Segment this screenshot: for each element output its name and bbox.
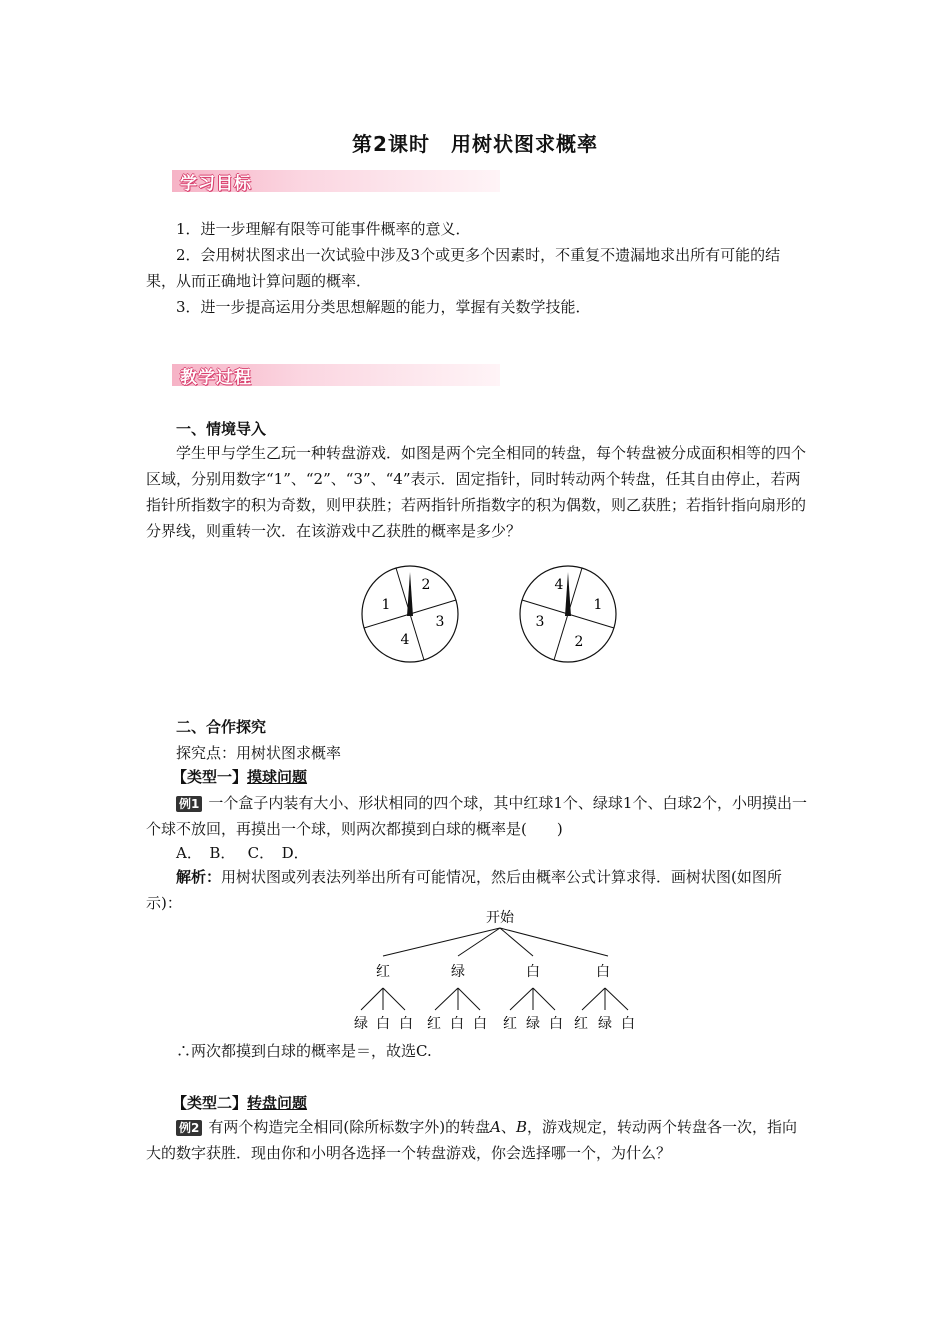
example1-options: A． B． C． D． bbox=[176, 844, 309, 862]
example2-badge: 例2 bbox=[176, 1120, 202, 1136]
type2-prefix: 【类型二】 bbox=[172, 1094, 248, 1112]
tree-l1-3: 白 bbox=[526, 964, 540, 980]
tree-l2-1-3: 白 bbox=[399, 1016, 413, 1032]
example1-text bbox=[146, 790, 810, 842]
spinner-2 bbox=[520, 566, 616, 662]
goal-item-1: 1．进一步理解有限等可能事件概率的意义． bbox=[176, 220, 471, 238]
tree-l2-4-2: 绿 bbox=[598, 1016, 612, 1032]
type2-heading bbox=[172, 1090, 836, 1116]
spinner-1-label-4: 4 bbox=[400, 632, 410, 648]
tree-l2-2-3: 白 bbox=[473, 1016, 487, 1032]
type1-name: 摸球问题 bbox=[247, 768, 308, 786]
spinner-2-label-1: 1 bbox=[593, 597, 603, 613]
tree-l2-2-1: 红 bbox=[427, 1016, 441, 1032]
goals-banner-label: 学习目标 bbox=[180, 174, 252, 194]
spinner-1-label-3: 3 bbox=[435, 614, 445, 630]
example2-text bbox=[146, 1114, 810, 1166]
tree-l2-4-1: 红 bbox=[574, 1016, 588, 1032]
tree-l1-2: 绿 bbox=[451, 964, 465, 980]
spinner-1-label-1: 1 bbox=[381, 597, 391, 613]
spinner-2-label-4: 4 bbox=[554, 577, 564, 593]
example2-body-before: 有两个构造完全相同(除所标数字外)的转盘 bbox=[208, 1118, 491, 1136]
disc-sep: 、 bbox=[500, 1118, 516, 1136]
tree-root: 开始 bbox=[486, 910, 514, 926]
section1-body: 学生甲与学生乙玩一种转盘游戏．如图是两个完全相同的转盘，每个转盘被分成面积相等的四个区域，分别用数字“1”、“2”、“3”、“4”表示．固定指针，同时转动两个转盘，任其自由停止，若两指针所指数字的积为奇数，则甲获胜；若两指针所指数字的积为偶数，则乙获胜；若指针指向扇形的分界线，则重转一次．在该游戏中乙获胜的概率是多少？ bbox=[146, 444, 807, 540]
tree-l2-4-3: 白 bbox=[621, 1016, 635, 1032]
goals-banner bbox=[172, 170, 500, 192]
spinner-figure bbox=[0, 564, 950, 674]
tree-l2-1-1: 绿 bbox=[354, 1016, 368, 1032]
process-banner bbox=[172, 364, 500, 386]
disc-b: B bbox=[515, 1118, 527, 1136]
example1-body: 一个盒子内装有大小、形状相同的四个球，其中红球1个、绿球1个、白球2个，小明摸出一个球不放回，再摸出一个球，则两次都摸到白球的概率是( ) bbox=[146, 794, 807, 838]
spinner-1 bbox=[362, 566, 458, 662]
process-banner-label: 教学过程 bbox=[180, 368, 252, 388]
example1-badge: 例1 bbox=[176, 796, 202, 812]
page-title: 第2课时 用树状图求概率 bbox=[352, 132, 598, 156]
spinner-1-label-2: 2 bbox=[421, 577, 431, 593]
analysis-body: 用树状图或列表法列举出所有可能情况，然后由概率公式计算求得．画树状图(如图所示)： bbox=[146, 868, 782, 912]
section2-heading: 二、合作探究 bbox=[176, 718, 267, 736]
tree-l2-3-1: 红 bbox=[503, 1016, 517, 1032]
tree-l2-3-2: 绿 bbox=[526, 1016, 540, 1032]
tree-diagram bbox=[0, 904, 950, 1034]
goal-item-2: 2．会用树状图求出一次试验中涉及3个或更多个因素时，不重复不遗漏地求出所有可能的结果，从而正确地计算问题的概率． bbox=[146, 246, 781, 290]
type2-name: 转盘问题 bbox=[247, 1094, 308, 1112]
tree-l1-1: 红 bbox=[376, 964, 390, 980]
goal-item-3: 3．进一步提高运用分类思想解题的能力，掌握有关数学技能． bbox=[176, 298, 591, 316]
type1-heading bbox=[172, 764, 836, 790]
example2-body-after: ，游戏规定，转动两个转盘各一次，指向大的数字获胜．现由你和小明各选择一个转盘游戏，你会选择哪一个，为什么？ bbox=[146, 1118, 797, 1162]
analysis-label: 解析： bbox=[176, 868, 222, 886]
explore-point: 探究点：用树状图求概率 bbox=[176, 744, 342, 762]
spinner-2-label-2: 2 bbox=[574, 634, 584, 650]
tree-l2-1-2: 白 bbox=[376, 1016, 390, 1032]
disc-a: A bbox=[490, 1118, 501, 1136]
section1-heading: 一、情境导入 bbox=[176, 420, 267, 438]
example1-conclusion: ∴两次都摸到白球的概率是＝，故选C. bbox=[176, 1042, 432, 1060]
spinner-2-label-3: 3 bbox=[535, 614, 545, 630]
type1-prefix: 【类型一】 bbox=[172, 768, 248, 786]
tree-l2-3-3: 白 bbox=[549, 1016, 563, 1032]
tree-l2-2-2: 白 bbox=[450, 1016, 464, 1032]
tree-l1-4: 白 bbox=[596, 964, 610, 980]
